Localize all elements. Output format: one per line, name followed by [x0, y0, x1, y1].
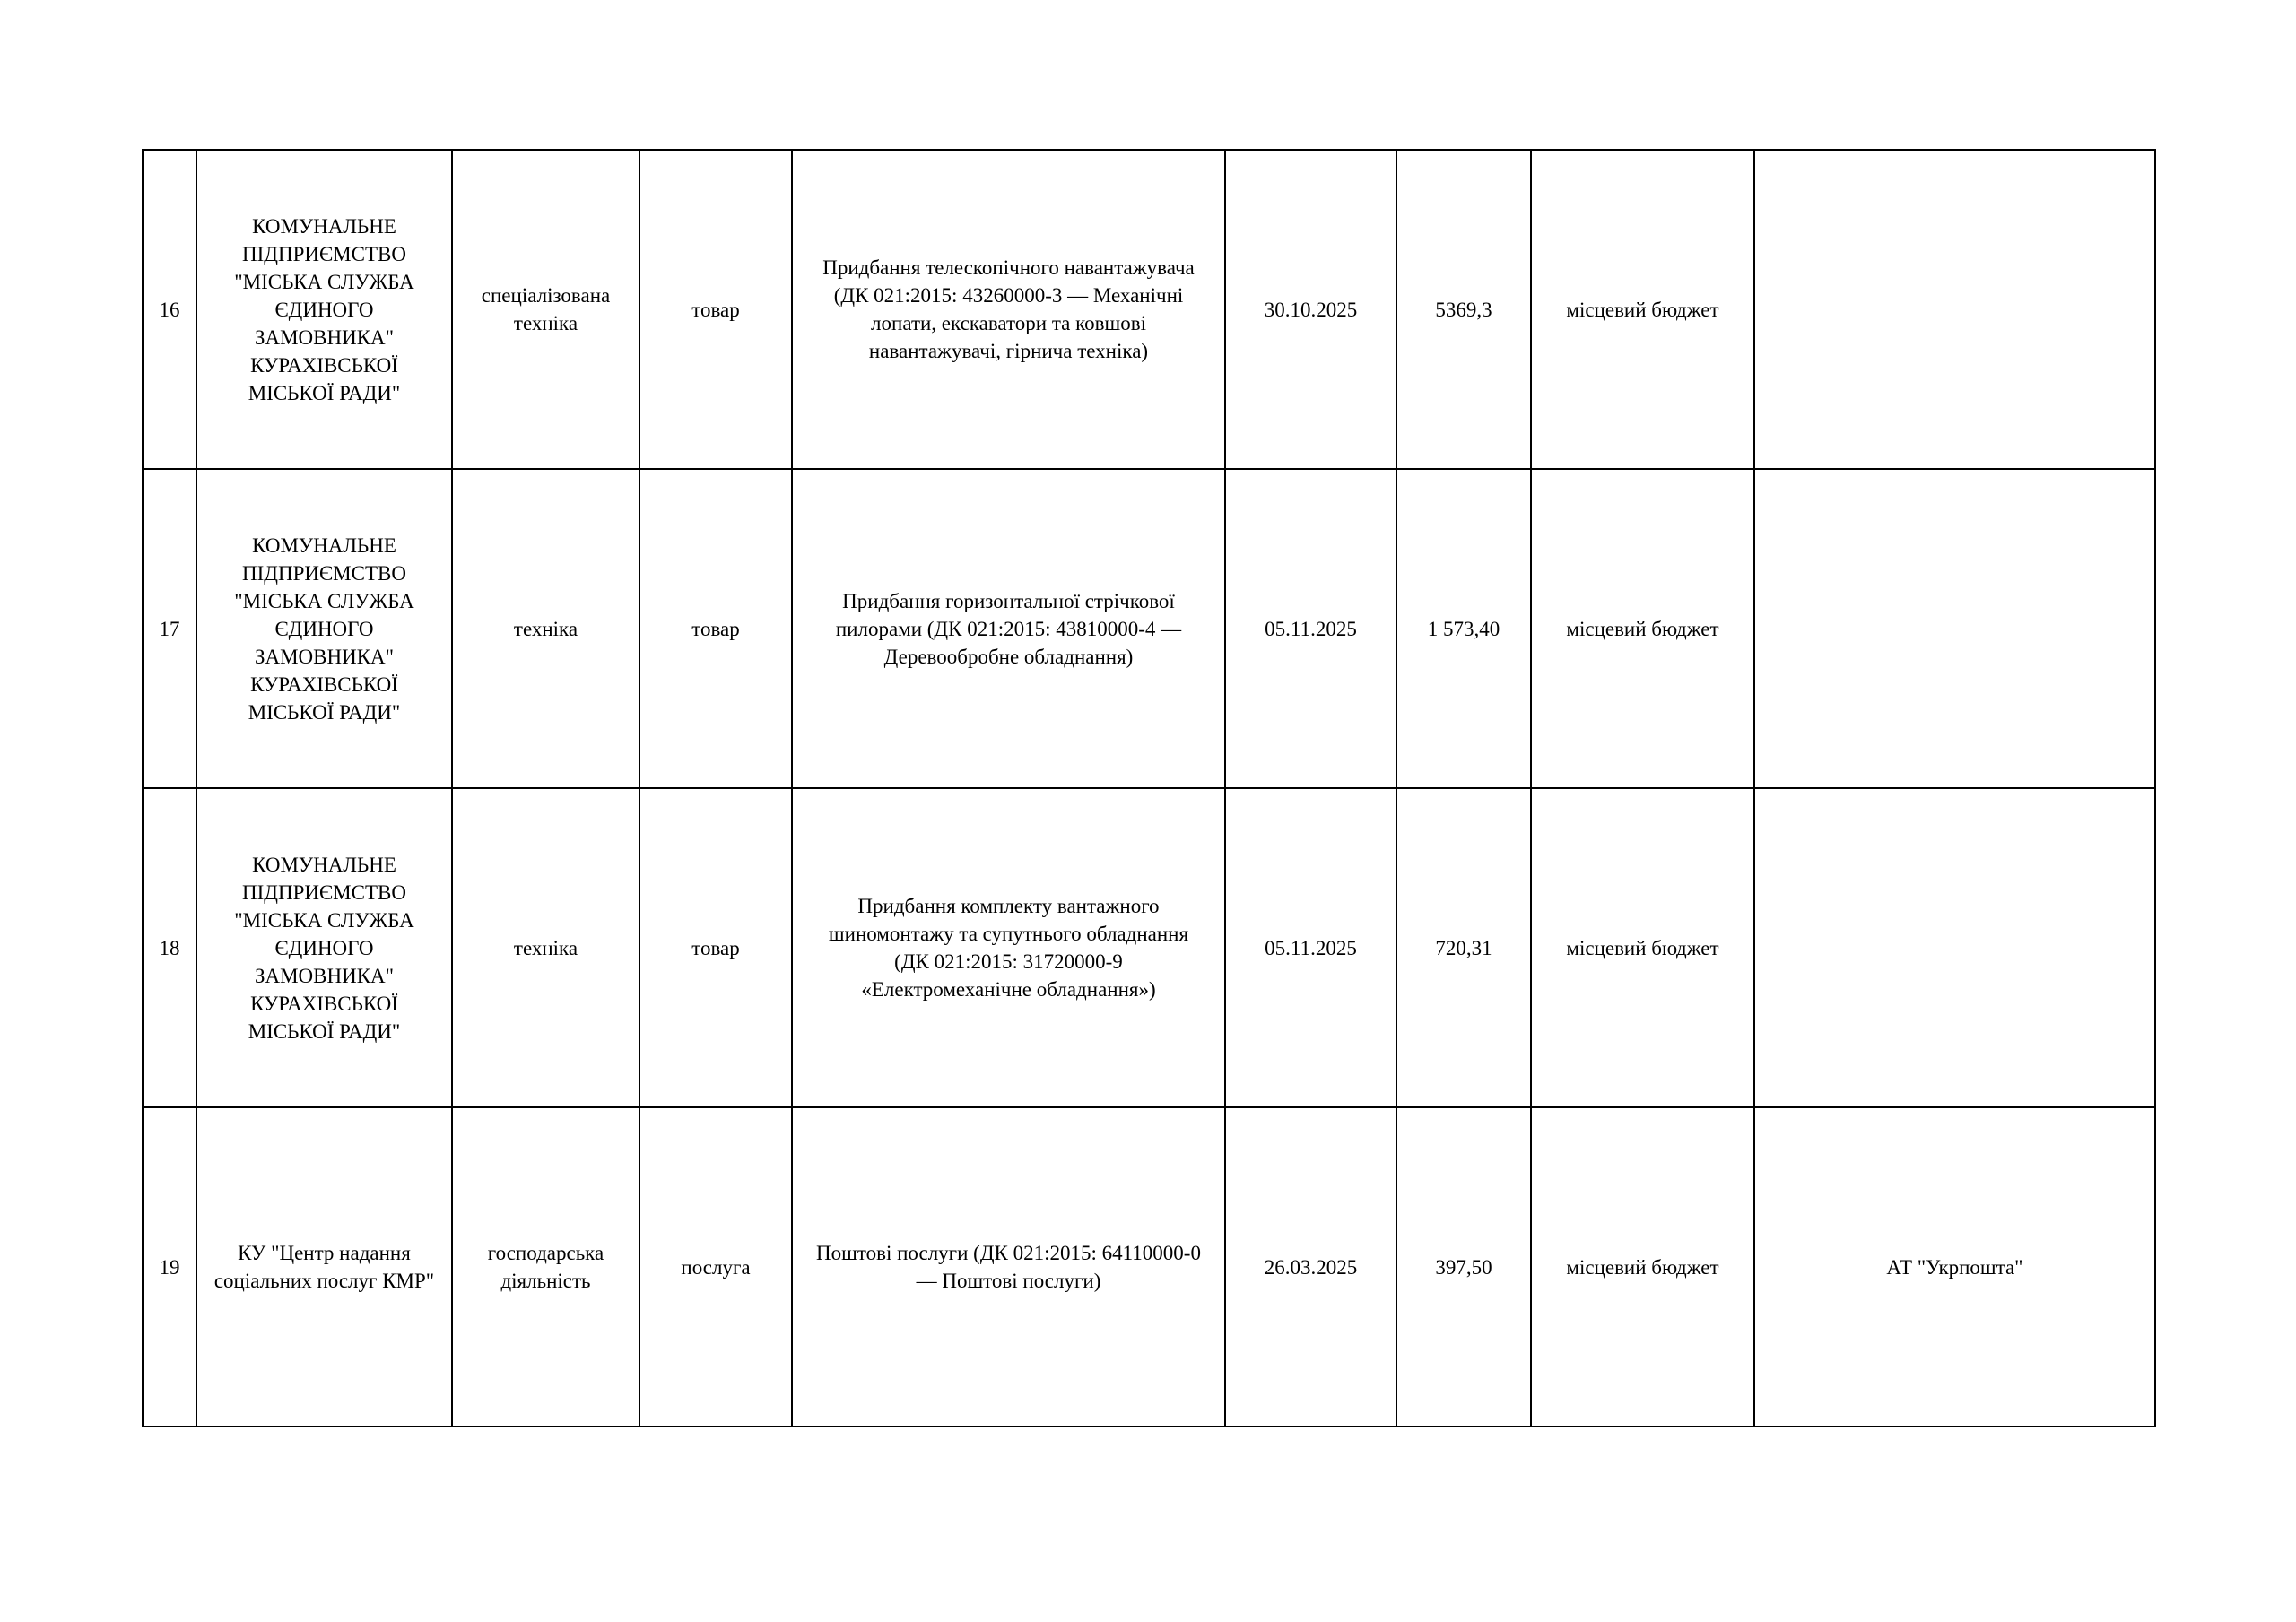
funding-source-cell: місцевий бюджет — [1531, 150, 1754, 469]
date-cell: 30.10.2025 — [1225, 150, 1396, 469]
procurement-type-cell: послуга — [639, 1107, 792, 1427]
subject-cell: Придбання телескопічного навантажувача (ДК 021:2015: 43260000-3 — Механічні лопати, екскаватори та ковшові навантажувачі, гірнича техніка) — [792, 150, 1225, 469]
contractor-cell: АТ "Укрпошта" — [1754, 1107, 2155, 1427]
procurement-table — [142, 149, 2156, 1427]
category-cell: техніка — [452, 469, 639, 788]
organization-cell: КУ "Центр надання соціальних послуг КМР" — [196, 1107, 452, 1427]
category-cell: спеціалізована техніка — [452, 150, 639, 469]
funding-source-cell: місцевий бюджет — [1531, 469, 1754, 788]
funding-source-cell: місцевий бюджет — [1531, 788, 1754, 1107]
contractor-cell — [1754, 150, 2155, 469]
row-number: 16 — [143, 150, 196, 469]
organization-cell: КОМУНАЛЬНЕ ПІДПРИЄМСТВО "МІСЬКА СЛУЖБА ЄДИНОГО ЗАМОВНИКА" КУРАХІВСЬКОЇ МІСЬКОЇ РАДИ" — [196, 150, 452, 469]
procurement-type-cell: товар — [639, 788, 792, 1107]
amount-cell: 5369,3 — [1396, 150, 1531, 469]
category-cell: техніка — [452, 788, 639, 1107]
row-number: 17 — [143, 469, 196, 788]
subject-cell: Придбання комплекту вантажного шиномонтажу та супутнього обладнання (ДК 021:2015: 31720000-9 «Електромеханічне обладнання») — [792, 788, 1225, 1107]
contractor-cell — [1754, 788, 2155, 1107]
procurement-type-cell: товар — [639, 150, 792, 469]
table-row — [143, 788, 2155, 1107]
funding-source-cell: місцевий бюджет — [1531, 1107, 1754, 1427]
date-cell: 26.03.2025 — [1225, 1107, 1396, 1427]
table-row — [143, 150, 2155, 469]
subject-cell: Поштові послуги (ДК 021:2015: 64110000-0 — Поштові послуги) — [792, 1107, 1225, 1427]
date-cell: 05.11.2025 — [1225, 469, 1396, 788]
contractor-cell — [1754, 469, 2155, 788]
date-cell: 05.11.2025 — [1225, 788, 1396, 1107]
row-number: 18 — [143, 788, 196, 1107]
amount-cell: 720,31 — [1396, 788, 1531, 1107]
amount-cell: 1 573,40 — [1396, 469, 1531, 788]
subject-cell: Придбання горизонтальної стрічкової пилорами (ДК 021:2015: 43810000-4 — Деревообробне обладнання) — [792, 469, 1225, 788]
amount-cell: 397,50 — [1396, 1107, 1531, 1427]
row-number: 19 — [143, 1107, 196, 1427]
table-row — [143, 469, 2155, 788]
organization-cell: КОМУНАЛЬНЕ ПІДПРИЄМСТВО "МІСЬКА СЛУЖБА ЄДИНОГО ЗАМОВНИКА" КУРАХІВСЬКОЇ МІСЬКОЇ РАДИ" — [196, 469, 452, 788]
table-row — [143, 1107, 2155, 1427]
category-cell: господарська діяльність — [452, 1107, 639, 1427]
organization-cell: КОМУНАЛЬНЕ ПІДПРИЄМСТВО "МІСЬКА СЛУЖБА ЄДИНОГО ЗАМОВНИКА" КУРАХІВСЬКОЇ МІСЬКОЇ РАДИ" — [196, 788, 452, 1107]
procurement-type-cell: товар — [639, 469, 792, 788]
